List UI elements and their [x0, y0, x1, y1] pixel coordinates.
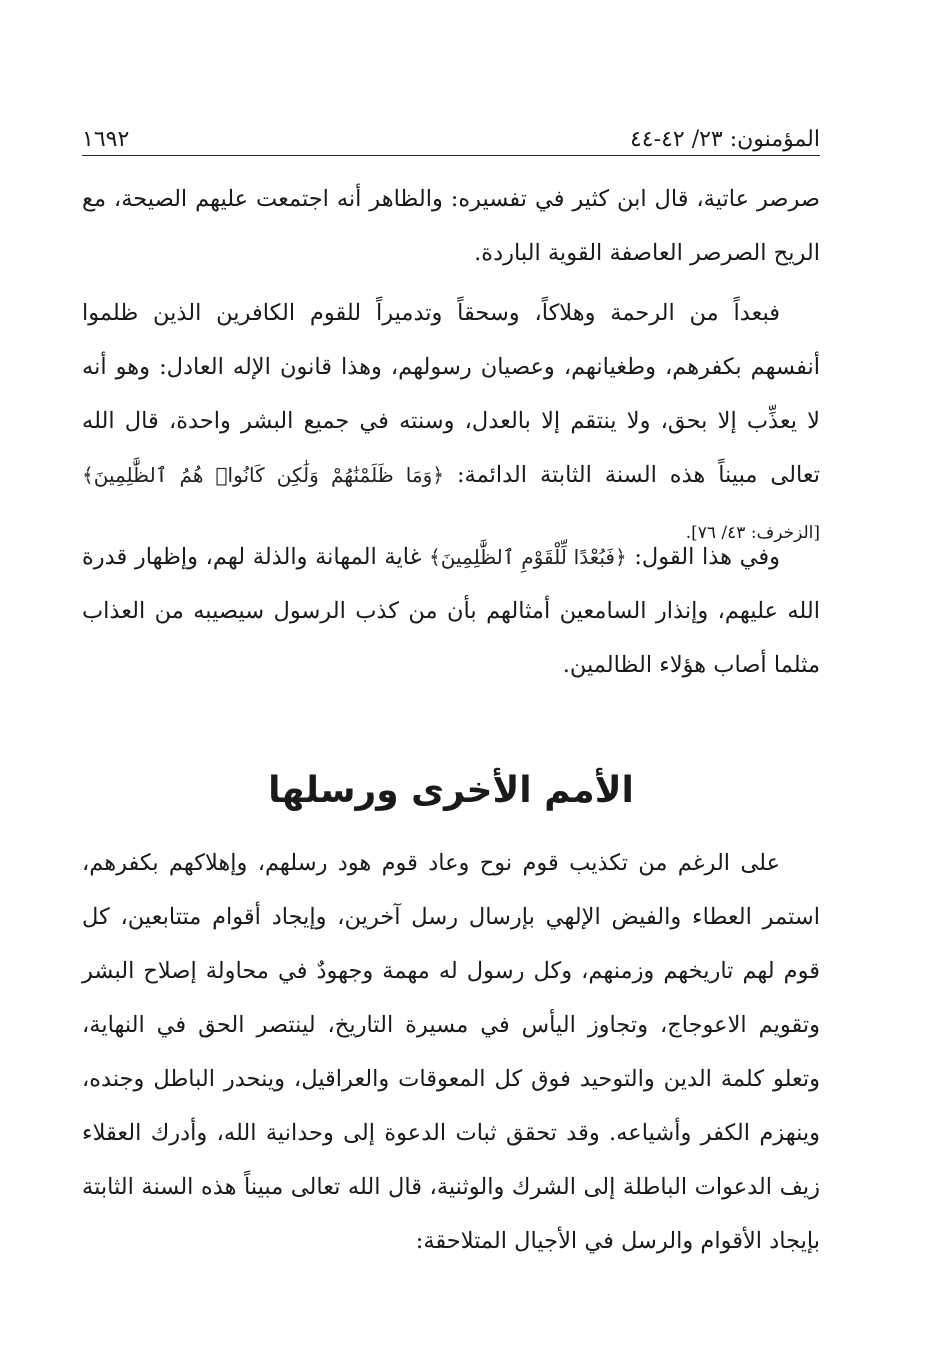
paragraph-3-body — [82, 530, 820, 692]
paragraph-4-text: على الرغم من تكذيب قوم نوح وعاد قوم هود رسلهم، وإهلاكهم بكفرهم، استمر العطاء والفيض الإلهي بإرسال رسل آخرين، وإيجاد أقوام متتابعين، كل قوم لهم تاريخهم وزمنهم، وكل رسول له مهمة وجهودٌ في محاولة إصلاح البشر وتقويم الاعوجاج، وتجاوز اليأس في مسيرة التاريخ، لينتصر الحق في النهاية، وتعلو كلمة الدين والتوحيد فوق كل المعوقات والعراقيل، وينحدر الباطل وجنده، وينهزم الكفر وأشياعه. وقد تحقق ثبات الدعوة إلى وحدانية الله، وأدرك العقلاء زيف الدعوات الباطلة إلى الشرك والوثنية، قال الله تعالى مبيناً هذه السنة الثابتة بإيجاد الأقوام والرسل في الأجيال المتلاحقة: — [82, 850, 820, 1254]
page-number: ١٦٩٢ — [82, 127, 130, 152]
paragraph-2-text: فبعداً من الرحمة وهلاكاً، وسحقاً وتدميراً للقوم الكافرين الذين ظلموا أنفسهم بكفرهم، وطغيانهم، وعصيان رسولهم، وهذا قانون الإله العادل: وهو أنه لا يعذِّب إلا بحق، ولا ينتقم إلا بالعدل، وسنته في جميع البشر واحدة، قال الله تعالى مبيناً هذه السنة الثابتة الدائمة: — [82, 300, 821, 488]
paragraph-1 — [82, 172, 820, 280]
quran-verse-zukhruf: ﴿وَمَا ظَلَمْنَٰهُمْ وَلَٰكِن كَانُوا۟ هُمُ ٱلظَّٰلِمِينَ﴾ — [82, 463, 444, 487]
paragraph-3-text-b: غاية المهانة والذلة لهم، وإظهار قدرة الله عليهم، وإنذار السامعين أمثالهم بأن من كذب الرسول سيصيبه من العذاب مثلما أصاب هؤلاء الظالمين. — [82, 544, 820, 678]
section-title: الأمم الأخرى ورسلها — [268, 770, 634, 811]
paragraph-3 — [82, 530, 820, 692]
verse-citation: [الزخرف: ٤٣/ ٧٦]. — [685, 523, 820, 543]
paragraph-4 — [82, 836, 820, 1268]
paragraph-3-text-a: وفي هذا القول: — [626, 544, 780, 570]
paragraph-2 — [82, 286, 820, 560]
header-rule — [82, 155, 820, 156]
quran-verse-mumenoon: ﴿فَبُعْدًا لِّلْقَوْمِ ٱلظَّٰلِمِينَ﴾ — [429, 545, 627, 569]
paragraph-1-text: صرصر عاتية، قال ابن كثير في تفسيره: والظاهر أنه اجتمعت عليهم الصيحة، مع الريح الصرصر العاصفة القوية الباردة. — [82, 186, 820, 266]
running-head: المؤمنون: ٢٣/ ٤٢-٤٤ — [629, 127, 820, 152]
page-header — [82, 112, 820, 152]
paragraph-2-body — [82, 286, 820, 560]
